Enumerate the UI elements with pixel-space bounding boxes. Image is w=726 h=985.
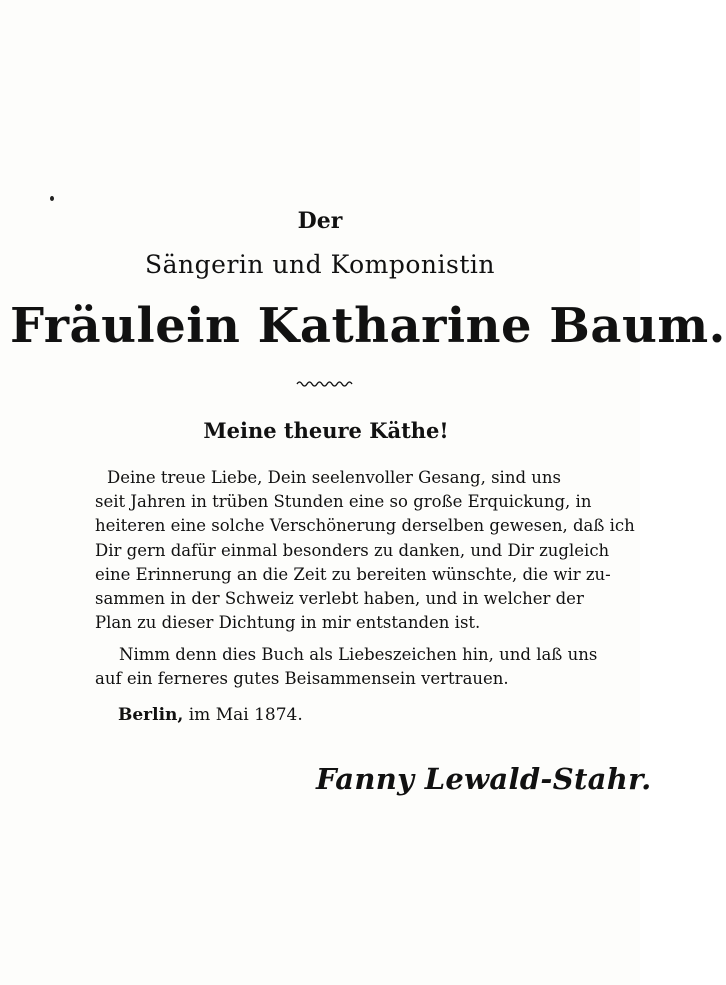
letter-salutation: Meine theure Käthe! (203, 418, 449, 443)
ink-speck (50, 196, 54, 201)
paragraph-line: heiteren eine solche Verschönerung derselben gewesen, daß ich (95, 516, 635, 536)
dedication-name: Fräulein Katharine Baum. (10, 298, 726, 354)
paragraph-line: eine Erinnerung an die Zeit zu bereiten wünschte, die wir zu- (95, 564, 611, 584)
letter-paragraph-1 (95, 466, 635, 635)
dedication-prefix: Der (297, 208, 343, 234)
letter-place: Berlin, (118, 705, 184, 725)
paragraph-line: Deine treue Liebe, Dein seelenvoller Gesang, sind uns (107, 468, 561, 487)
paragraph-line: Dir gern dafür einmal besonders zu danken, und Dir zugleich (95, 540, 610, 560)
paragraph-line: seit Jahren in trüben Stunden eine so große Erquickung, in (95, 492, 592, 512)
wavy-divider-ornament (296, 380, 354, 388)
letter-place-date (118, 705, 303, 725)
letter-paragraph-2 (95, 643, 598, 691)
letter-date: im Mai 1874. (188, 705, 303, 725)
paragraph-line: Plan zu dieser Dichtung in mir entstanden ist. (95, 613, 481, 633)
paragraph-line: sammen in der Schweiz verlebt haben, und in welcher der (95, 589, 584, 609)
paragraph-line: Nimm denn dies Buch als Liebeszeichen hin, und laß uns (119, 645, 598, 664)
dedication-subtitle: Sängerin und Komponistin (145, 250, 495, 279)
author-signature: Fanny Lewald-Stahr. (316, 762, 652, 796)
paragraph-line: auf ein ferneres gutes Beisammensein vertrauen. (95, 669, 509, 689)
